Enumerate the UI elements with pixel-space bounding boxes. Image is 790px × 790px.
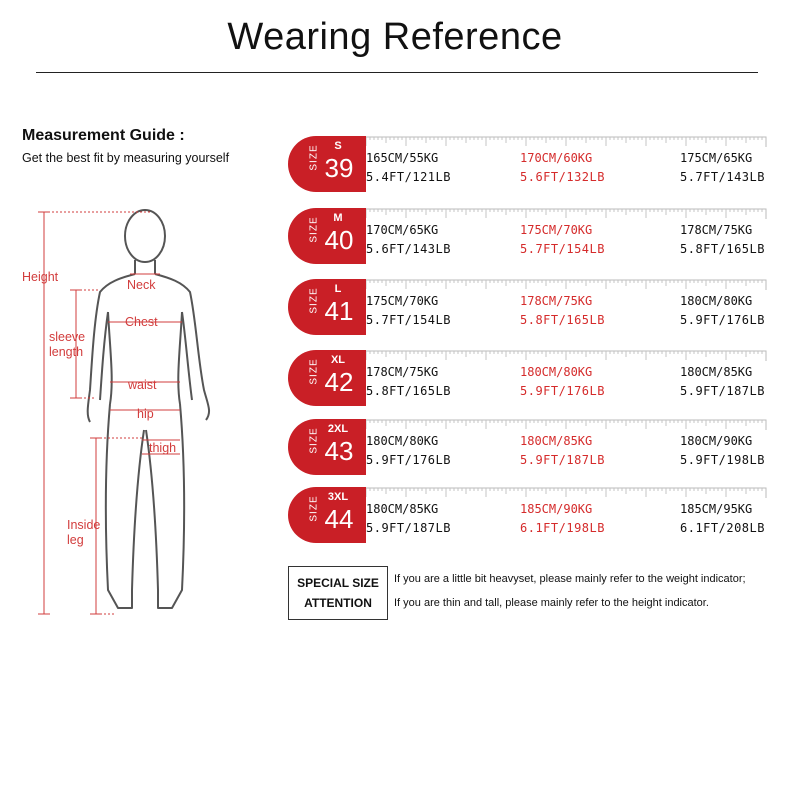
label-sleeve-line2: length (49, 345, 84, 359)
size-spec (366, 500, 451, 538)
height-weight-metric: 180CM/85KG (520, 434, 593, 448)
measurement-guide-subtitle: Get the best fit by measuring yourself (22, 151, 230, 165)
height-weight-metric: 180CM/85KG (680, 365, 753, 379)
size-spec (520, 363, 605, 401)
height-weight-imperial: 6.1FT/208LB (680, 521, 765, 535)
measurement-guide-heading: Measurement Guide : (22, 127, 185, 144)
size-badge (288, 279, 366, 335)
size-badge (288, 419, 366, 475)
height-weight-imperial: 5.7FT/154LB (520, 242, 605, 256)
ruler-strip (366, 279, 768, 290)
size-tag: L (334, 283, 342, 295)
size-word: SIZE (308, 144, 320, 171)
size-row (288, 350, 768, 406)
height-weight-metric: 185CM/90KG (520, 502, 593, 516)
size-row (288, 419, 768, 475)
size-number: 44 (324, 504, 354, 534)
height-weight-metric: 175CM/65KG (680, 151, 753, 165)
height-weight-imperial: 5.9FT/187LB (680, 384, 765, 398)
height-weight-metric: 185CM/95KG (680, 502, 753, 516)
label-chest: Chest (125, 315, 158, 329)
size-spec (680, 292, 765, 330)
size-badge (288, 350, 366, 406)
height-weight-metric: 178CM/75KG (366, 365, 439, 379)
size-spec (680, 149, 765, 187)
height-weight-metric: 180CM/85KG (366, 502, 439, 516)
special-size-line2: ATTENTION (304, 596, 372, 610)
height-weight-metric: 175CM/70KG (520, 223, 593, 237)
special-size-attention-box (288, 566, 388, 620)
height-weight-metric: 170CM/65KG (366, 223, 439, 237)
size-number: 40 (324, 225, 354, 255)
size-spec (680, 432, 765, 470)
special-note-height: If you are thin and tall, please mainly refer to the height indicator. (394, 597, 709, 609)
size-row (288, 279, 768, 335)
special-note-weight: If you are a little bit heavyset, please mainly refer to the weight indicator; (394, 573, 746, 585)
size-spec (366, 292, 451, 330)
size-spec (520, 149, 605, 187)
height-weight-metric: 178CM/75KG (520, 294, 593, 308)
label-height: Height (22, 270, 59, 284)
label-thigh: thigh (149, 441, 177, 455)
height-weight-metric: 170CM/60KG (520, 151, 593, 165)
ruler-strip (366, 487, 768, 498)
size-spec (520, 432, 605, 470)
size-word: SIZE (308, 427, 320, 454)
size-badge (288, 208, 366, 264)
body-measurement-figure (0, 190, 280, 630)
height-weight-imperial: 5.8FT/165LB (366, 384, 451, 398)
height-weight-imperial: 5.9FT/187LB (366, 521, 451, 535)
size-word: SIZE (308, 495, 320, 522)
size-tag: XL (330, 354, 346, 366)
size-tag: 3XL (327, 491, 349, 503)
ruler-strip (366, 136, 768, 147)
title-divider (36, 72, 758, 73)
label-sleeve-line1: sleeve (49, 330, 86, 344)
height-weight-imperial: 5.6FT/143LB (366, 242, 451, 256)
height-weight-imperial: 5.9FT/198LB (680, 453, 765, 467)
size-spec (680, 500, 765, 538)
label-inside-leg (67, 518, 100, 548)
height-weight-imperial: 5.9FT/176LB (680, 313, 765, 327)
size-word: SIZE (308, 216, 320, 243)
height-weight-imperial: 5.6FT/132LB (520, 170, 605, 184)
height-weight-metric: 180CM/80KG (520, 365, 593, 379)
label-inside-line2: leg (67, 533, 84, 547)
label-sleeve-length (49, 330, 85, 360)
height-weight-metric: 175CM/70KG (366, 294, 439, 308)
size-tag: S (334, 140, 342, 152)
height-weight-imperial: 5.4FT/121LB (366, 170, 451, 184)
size-badge (288, 487, 366, 543)
size-row (288, 487, 768, 543)
ruler-strip (366, 350, 768, 361)
size-spec (366, 149, 451, 187)
size-number: 39 (324, 153, 354, 183)
size-number: 42 (324, 367, 354, 397)
height-weight-metric: 180CM/80KG (366, 434, 439, 448)
height-weight-metric: 178CM/75KG (680, 223, 753, 237)
height-weight-imperial: 5.8FT/165LB (680, 242, 765, 256)
height-weight-metric: 180CM/90KG (680, 434, 753, 448)
size-row (288, 136, 768, 192)
height-weight-imperial: 5.8FT/165LB (520, 313, 605, 327)
size-spec (366, 432, 451, 470)
size-spec (520, 221, 605, 259)
height-weight-imperial: 6.1FT/198LB (520, 521, 605, 535)
size-tag: M (333, 212, 343, 224)
size-badge (288, 136, 366, 192)
size-spec (520, 500, 605, 538)
size-tag: 2XL (327, 423, 349, 435)
label-inside-line1: Inside (67, 518, 101, 532)
height-weight-imperial: 5.7FT/143LB (680, 170, 765, 184)
label-neck: Neck (127, 278, 156, 292)
size-word: SIZE (308, 358, 320, 385)
height-weight-imperial: 5.9FT/176LB (520, 384, 605, 398)
ruler-strip (366, 208, 768, 219)
special-size-line1: SPECIAL SIZE (297, 576, 379, 590)
height-weight-imperial: 5.9FT/187LB (520, 453, 605, 467)
height-weight-imperial: 5.9FT/176LB (366, 453, 451, 467)
size-spec (366, 363, 451, 401)
label-waist: waist (128, 378, 157, 392)
height-weight-metric: 180CM/80KG (680, 294, 753, 308)
height-weight-imperial: 5.7FT/154LB (366, 313, 451, 327)
size-number: 43 (324, 436, 354, 466)
size-row (288, 208, 768, 264)
size-spec (680, 221, 765, 259)
height-weight-metric: 165CM/55KG (366, 151, 439, 165)
size-spec (366, 221, 451, 259)
size-spec (520, 292, 605, 330)
label-hip: hip (137, 407, 154, 421)
size-spec (680, 363, 765, 401)
ruler-strip (366, 419, 768, 430)
size-word: SIZE (308, 287, 320, 314)
page-title: Wearing Reference (227, 16, 563, 58)
size-number: 41 (324, 296, 354, 326)
